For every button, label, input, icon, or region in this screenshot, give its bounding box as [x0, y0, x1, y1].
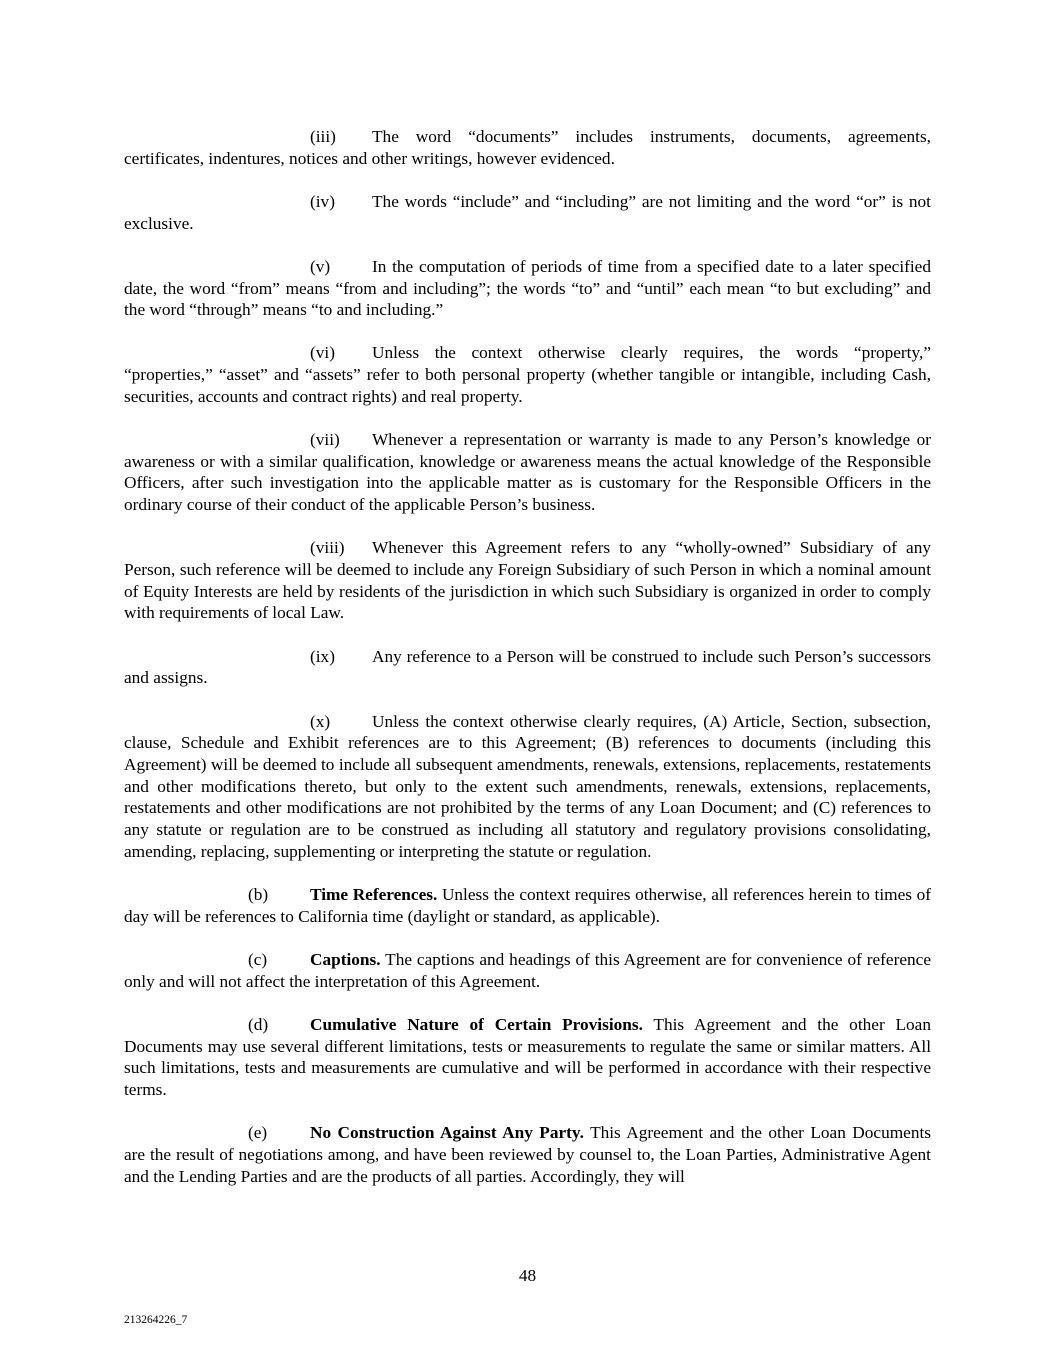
clause-text: The words “include” and “including” are not limiting and the word “or” is not exclusive.: [124, 191, 931, 233]
section-text: Unless the context requires otherwise, all references herein to times of day will be references to California time (daylight or standard, as applicable).: [124, 884, 931, 926]
clause-text: Unless the context otherwise clearly requires, (A) Article, Section, subsection, clause, Schedule and Exhibit references are to this Agreement; (B) references to documents (including this Agreement) will be deemed to include all subsequent amendments, renewals, extensions, replacements, restatements and other modifications thereto, but only to the extent such amendments, renewals, extensions, replacements, restatements and other modifications are not prohibited by the terms of any Loan Document; and (C) references to any statute or regulation are to be construed as including all statutory and regulatory provisions consolidating, amending, replacing, supplementing or interpreting the statute or regulation.: [124, 711, 931, 861]
clause-ix: [124, 646, 931, 689]
clause-marker: (ix): [310, 646, 335, 666]
clause-v: [124, 256, 931, 321]
section-heading: Time References.: [310, 884, 438, 904]
clause-iii: [124, 126, 931, 169]
section-text: This Agreement and the other Loan Documents may use several different limitations, tests or measurements to regulate the same or similar matters. All such limitations, tests and measurements are cumulative and will be performed in accordance with their respective terms.: [124, 1014, 931, 1099]
clause-marker: (vii): [310, 430, 340, 450]
clause-marker: (viii): [310, 538, 345, 558]
section-heading: No Construction Against Any Party.: [310, 1123, 584, 1143]
section-marker: (c): [248, 949, 268, 969]
section-e: [124, 1122, 931, 1187]
section-d: [124, 1014, 931, 1101]
document-body: [124, 126, 931, 1209]
clause-text: Whenever this Agreement refers to any “wholly-owned” Subsidiary of any Person, such reference will be deemed to include any Foreign Subsidiary of such Person in which a nominal amount of Equity Interests are held by residents of the jurisdiction in which such Subsidiary is organized in order to comply with requirements of local Law.: [124, 538, 931, 623]
clause-marker: (iv): [310, 191, 335, 211]
clause-iv: [124, 191, 931, 234]
clause-x: [124, 711, 931, 863]
page-number: 48: [518, 1266, 537, 1285]
section-marker: (d): [248, 1014, 269, 1034]
section-b: [124, 884, 931, 927]
clause-text: The word “documents” includes instruments, documents, agreements, certificates, indentures, notices and other writings, however evidenced.: [124, 127, 931, 168]
document-id: 213264226_7: [124, 1314, 188, 1326]
section-heading: Captions.: [310, 949, 381, 969]
clause-vi: [124, 342, 931, 407]
clause-marker: (vi): [310, 343, 335, 363]
section-marker: (b): [248, 884, 269, 904]
section-marker: (e): [248, 1123, 268, 1143]
section-text: The captions and headings of this Agreement are for convenience of reference only and will not affect the interpretation of this Agreement.: [124, 949, 931, 991]
section-text: This Agreement and the other Loan Documents are the result of negotiations among, and have been reviewed by counsel to, the Loan Parties, Administrative Agent and the Lending Parties and are the products of all parties. Accordingly, they will: [124, 1123, 931, 1186]
clause-marker: (x): [310, 711, 331, 731]
section-heading: Cumulative Nature of Certain Provisions.: [310, 1014, 643, 1034]
clause-vii: [124, 429, 931, 516]
clause-marker: (iii): [310, 127, 336, 146]
clause-text: In the computation of periods of time from a specified date to a later specified date, the word “from” means “from and including”; the words “to” and “until” each mean “to but excluding” and the word “through” means “to and including.”: [124, 256, 931, 320]
clause-marker: (v): [310, 256, 331, 276]
clause-text: Any reference to a Person will be construed to include such Person’s successors and assigns.: [124, 646, 931, 688]
section-c: [124, 949, 931, 992]
clause-text: Unless the context otherwise clearly requires, the words “property,” “properties,” “asset” and “assets” refer to both personal property (whether tangible or intangible, including Cash, securities, accounts and contract rights) and real property.: [124, 343, 931, 406]
clause-viii: [124, 537, 931, 624]
clause-text: Whenever a representation or warranty is made to any Person’s knowledge or awareness or with a similar qualification, knowledge or awareness means the actual knowledge of the Responsible Officers, after such investigation into the applicable matter as is customary for the Responsible Officers in the ordinary course of their conduct of the applicable Person’s business.: [124, 430, 931, 515]
